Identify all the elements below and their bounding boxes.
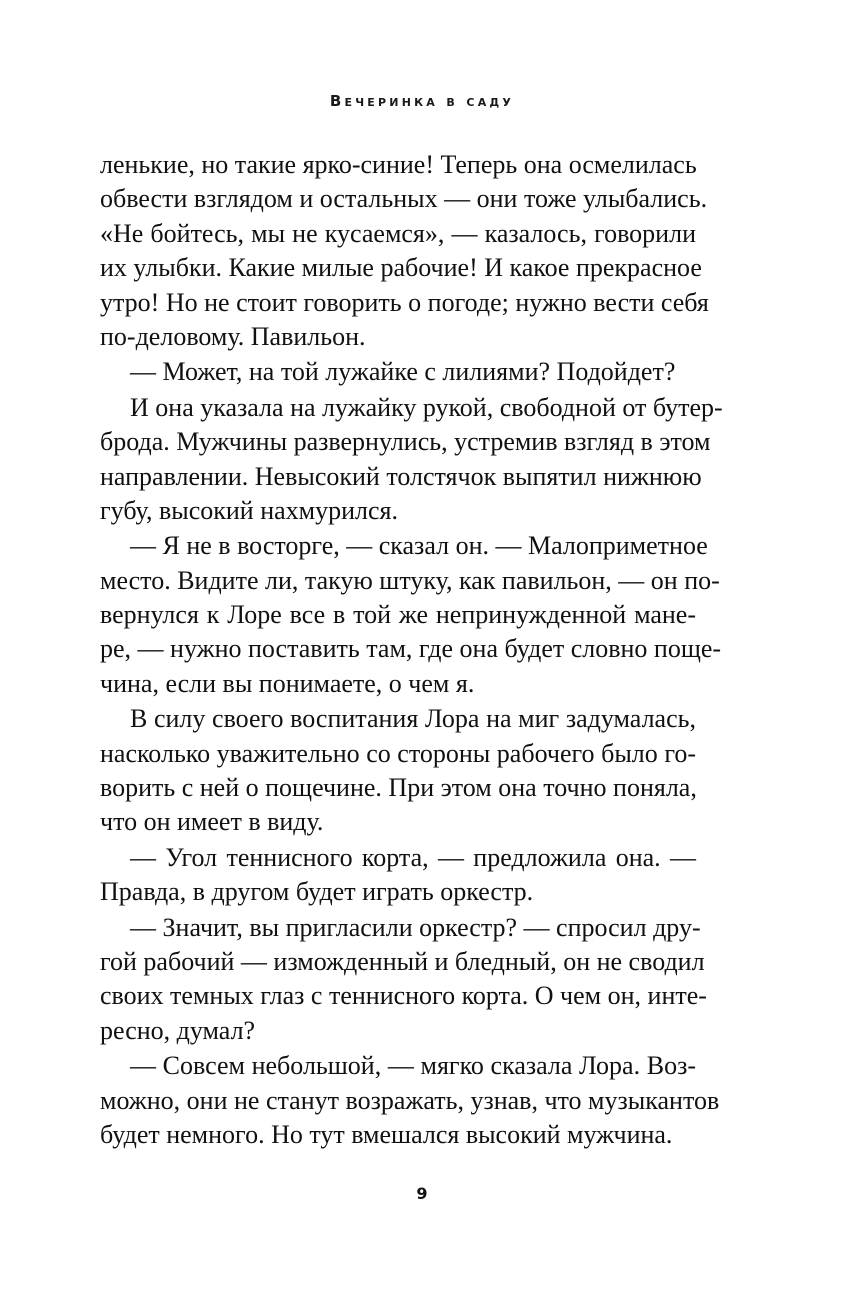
text-line: можно, они не станут возражать, узнав, что музыкантов bbox=[100, 1085, 720, 1115]
text-line: место. Видите ли, такую штуку, как павильон, — он по- bbox=[100, 565, 720, 595]
text-line: ворить с ней о пощечине. При этом она точно поняла, bbox=[100, 773, 697, 803]
paragraph-1 bbox=[100, 148, 709, 354]
paragraph-3 bbox=[100, 391, 723, 529]
text-line: что он имеет в виду. bbox=[100, 807, 324, 837]
text-line: вернулся к Лоре все в той же непринужденной мане- bbox=[100, 600, 696, 630]
running-head: Вечеринка в саду bbox=[329, 92, 515, 110]
text-line: — Я не в восторге, — сказал он. — Малоприметное bbox=[130, 531, 708, 561]
text-line: гой рабочий — изможденный и бледный, он не сводил bbox=[100, 946, 705, 976]
paragraph-7 bbox=[100, 911, 707, 1049]
text-line: — Может, на той лужайке с лилиями? Подойдет? bbox=[130, 357, 676, 387]
text-line: И она указала на лужайку рукой, свободной от бутер- bbox=[130, 392, 723, 422]
text-line: губу, высокий нахмурился. bbox=[100, 495, 398, 525]
text-line: — Совсем небольшой, — мягко сказала Лора. Воз- bbox=[130, 1051, 696, 1081]
page-number: 9 bbox=[416, 1184, 428, 1203]
paragraph-2 bbox=[100, 355, 696, 389]
text-line: утро! Но не стоит говорить о погоде; нужно вести себя bbox=[100, 287, 709, 317]
text-line: чина, если вы понимаете, о чем я. bbox=[100, 668, 475, 698]
text-line: — Угол теннисного корта, — предложила она. — bbox=[130, 842, 696, 872]
text-line: будет немного. Но тут вмешался высокий мужчина. bbox=[100, 1119, 673, 1149]
text-line: брода. Мужчины развернулись, устремив взгляд в этом bbox=[100, 427, 711, 457]
body-text bbox=[100, 148, 723, 1152]
paragraph-5 bbox=[100, 702, 696, 840]
text-line: ресно, думал? bbox=[100, 1015, 256, 1045]
text-line: В силу своего воспитания Лора на миг задумалась, bbox=[130, 704, 696, 734]
paragraph-8 bbox=[100, 1049, 720, 1152]
text-line: направлении. Невысокий толстячок выпятил нижнюю bbox=[100, 461, 702, 491]
paragraph-6 bbox=[100, 841, 696, 910]
text-line: по-деловому. Павильон. bbox=[100, 321, 366, 351]
text-line: ленькие, но такие ярко-синие! Теперь она осмелилась bbox=[100, 150, 697, 179]
text-line: их улыбки. Какие милые рабочие! И какое прекрасное bbox=[100, 253, 702, 283]
text-line: «Не бойтесь, мы не кусаемся», — казалось, говорили bbox=[100, 218, 696, 248]
text-line: насколько уважительно со стороны рабочего было го- bbox=[100, 738, 696, 768]
text-line: Правда, в другом будет играть оркестр. bbox=[100, 877, 534, 907]
text-line: обвести взглядом и остальных — они тоже улыбались. bbox=[100, 184, 708, 214]
paragraph-4 bbox=[100, 529, 722, 701]
text-line: своих темных глаз с теннисного корта. О чем он, инте- bbox=[100, 981, 707, 1011]
text-line: ре, — нужно поставить там, где она будет словно поще- bbox=[100, 634, 722, 664]
text-line: — Значит, вы пригласили оркестр? — спросил дру- bbox=[130, 912, 701, 942]
